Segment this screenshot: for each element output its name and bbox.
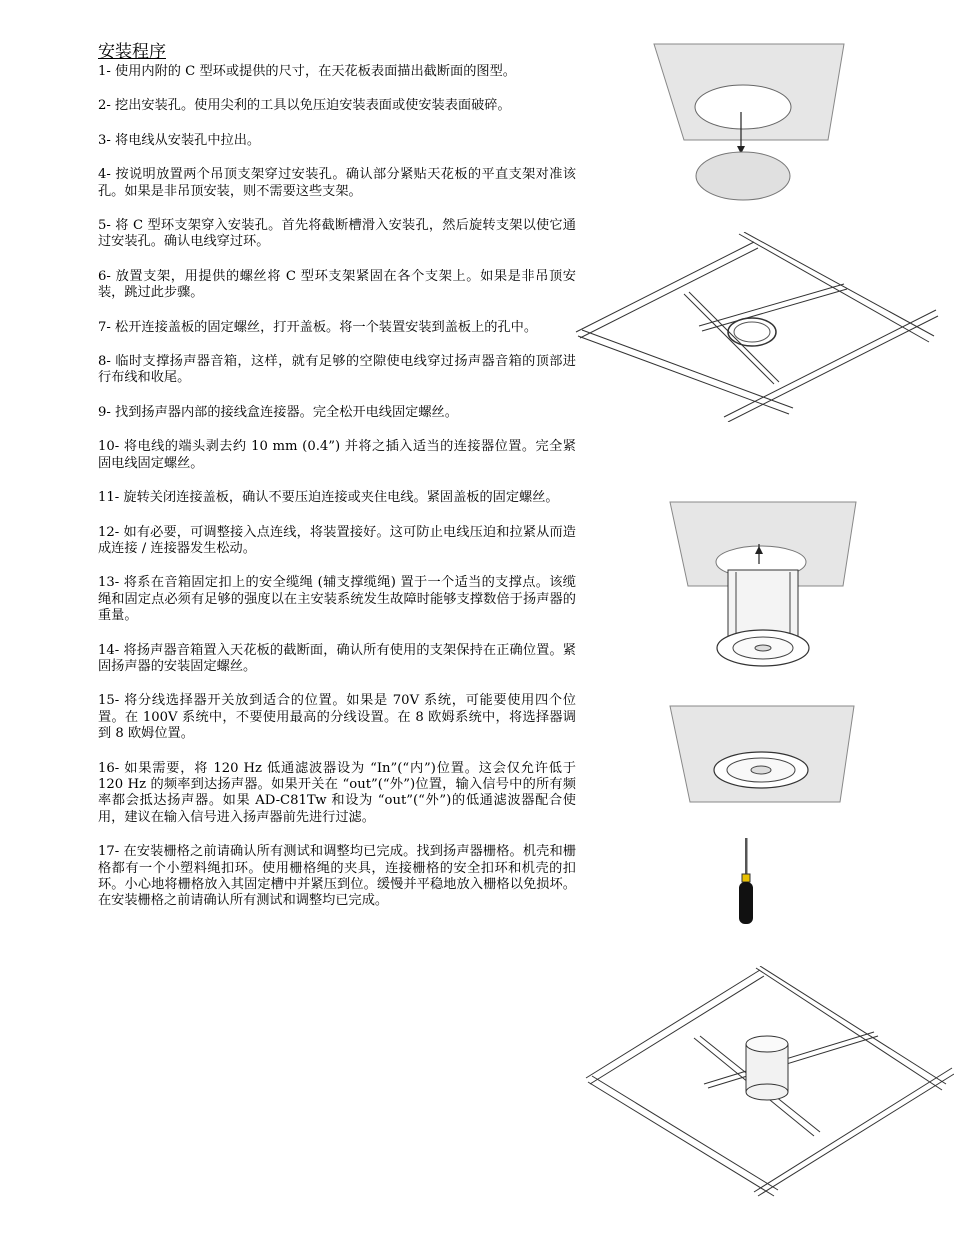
speaker-dust-cap xyxy=(751,766,771,774)
cutout-hole xyxy=(695,85,791,129)
screwdriver-collar xyxy=(742,874,750,882)
step-1: 1- 使用内附的 C 型环或提供的尺寸，在天花板表面描出截断面的图型。 xyxy=(98,64,516,79)
screwdriver-icon xyxy=(734,838,758,926)
step-7: 7- 松开连接盖板的固定螺丝，打开盖板。将一个装置安装到盖板上的孔中。 xyxy=(98,319,538,335)
instructions-column xyxy=(98,42,576,928)
cutout-disc xyxy=(696,152,790,200)
step-4: 4- 按说明放置两个吊顶支架穿过安装孔。确认部分紧贴天花板的平直支架对准该孔。如果是非吊顶安装，则不需要这些支架。 xyxy=(98,167,576,199)
speaker-flush-illustration xyxy=(668,704,858,804)
step-8: 8- 临时支撑扬声器音箱，这样，就有足够的空隙使电线穿过扬声器音箱的顶部进行布线和收尾。 xyxy=(98,354,576,386)
c-ring-inner xyxy=(734,322,770,342)
step-10: 10- 将电线的端头剥去约 10 mm (0.4”) 并将之插入适当的连接器位置。完全紧固电线固定螺丝。 xyxy=(98,439,576,471)
step-3: 3- 将电线从安装孔中拉出。 xyxy=(98,132,261,148)
step-11: 11- 旋转关闭连接盖板，确认不要压迫连接或夹住电线。紧固盖板的固定螺丝。 xyxy=(98,490,559,506)
page-title: 安装程序 xyxy=(98,42,166,62)
step-17: 17- 在安装栅格之前请确认所有测试和调整均已完成。找到扬声器栅格。机壳和栅格都有一个小塑料绳扣环。使用栅格绳的夹具，连接栅格的安全扣环和机壳的扣环。小心地将栅格放入其固定槽中并紧压到位。缓慢并平稳地放入栅格以免损坏。在安装栅格之前请确认所有测试和调整均已完成。 xyxy=(98,844,576,909)
step-9: 9- 找到扬声器内部的接线盒连接器。完全松开电线固定螺丝。 xyxy=(98,404,458,420)
step-16: 16- 如果需要，将 120 Hz 低通滤波器设为 “In”(“内”)位置。这会仅允许低于 120 Hz 的频率到达扬声器。如果开关在 “out”(“外”)位置，输入信号中的所有频率都会抵达扬声器。如果 AD-C81Tw 和设为 “out”(“外”)的低通滤波器配合使用，建议在输入信号进入扬声器前先进行过滤。 xyxy=(98,760,576,825)
step-5: 5- 将 C 型环支架穿入安装孔。首先将截断槽滑入安装孔，然后旋转支架以使它通过安装孔。确认电线穿过环。 xyxy=(98,218,576,250)
step-14: 14- 将扬声器音箱置入天花板的截断面，确认所有使用的支架保持在正确位置。紧固扬声器的安装固定螺丝。 xyxy=(98,642,576,674)
speaker-enclosure xyxy=(728,570,798,636)
cutout-illustration xyxy=(648,40,848,205)
step-2: 2- 挖出安装孔。使用尖利的工具以免压迫安装表面或使安装表面破碎。 xyxy=(98,98,511,114)
step-6: 6- 放置支架，用提供的螺丝将 C 型环支架紧固在各个支架上。如果是非吊顶安装，跳过此步骤。 xyxy=(98,268,576,301)
speaker-dust-cap xyxy=(755,645,771,651)
step-13: 13- 将系在音箱固定扣上的安全缆绳 (辅支撑缆绳) 置于一个适当的支撑点。该缆绳和固定点必须有足够的强度以在主安装系统发生故障时能够支撑数倍于扬声器的重量。 xyxy=(98,575,576,624)
enclosure-bottom xyxy=(746,1084,788,1100)
step-12: 12- 如有必要，可调整接入点连线，将装置接好。这可防止电线压迫和拉紧从而造成连接 / 连接器发生松动。 xyxy=(98,524,576,556)
speaker-insert-illustration xyxy=(668,500,858,672)
grid-ring-illustration xyxy=(574,232,940,422)
step-15: 15- 将分线选择器开关放到适合的位置。如果是 70V 系统，可能要使用四个位置。在 100V 系统中，不要使用最高的分线设置。在 8 欧姆系统中，将选择器调到 8 欧姆位置。 xyxy=(98,693,576,742)
enclosure-top xyxy=(746,1036,788,1052)
screwdriver-shaft xyxy=(745,838,748,876)
screwdriver-handle xyxy=(739,882,753,924)
grid-speaker-illustration xyxy=(584,966,954,1198)
